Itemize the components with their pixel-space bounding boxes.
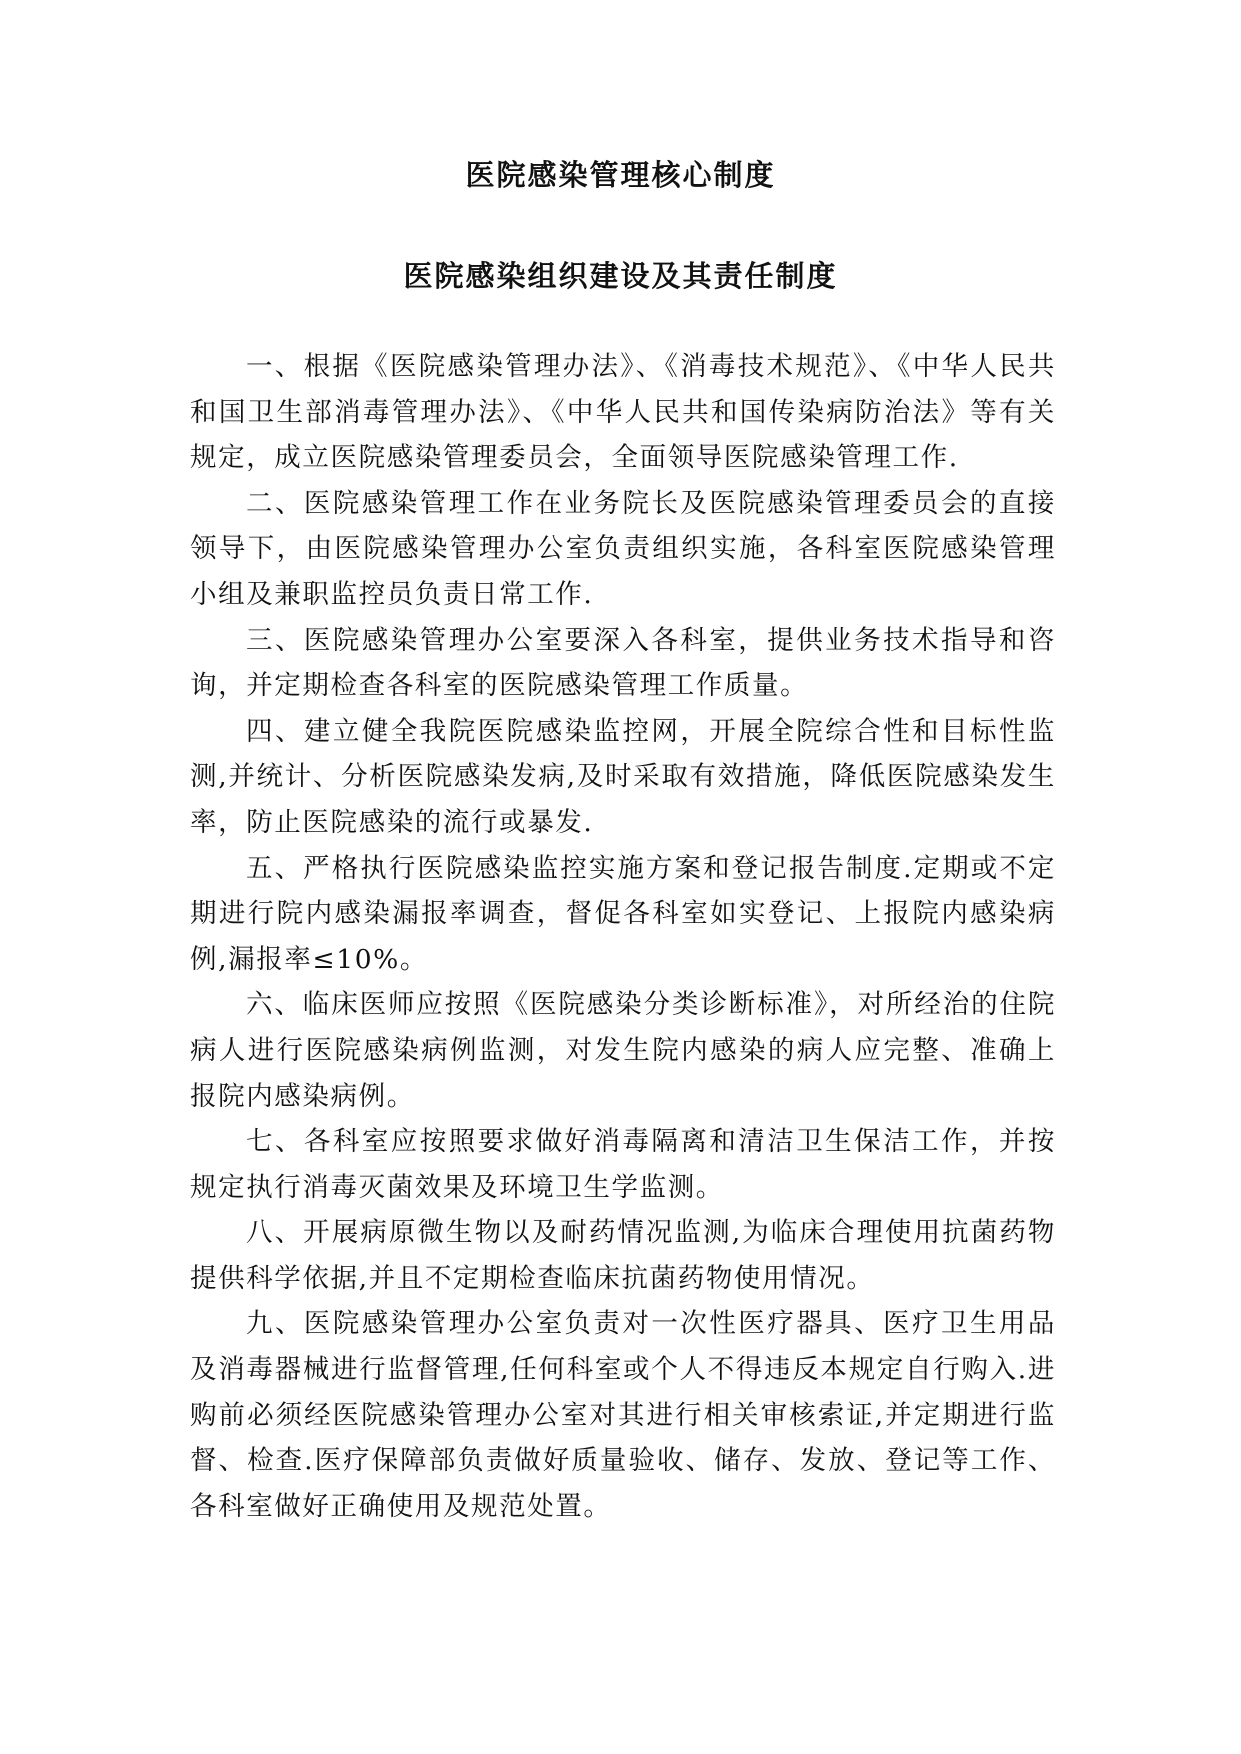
paragraph-7: 七、各科室应按照要求做好消毒隔离和清洁卫生保洁工作，并按规定执行消毒灭菌效果及环境卫生学监测。 — [190, 1126, 1056, 1203]
document-title: 医院感染管理核心制度 — [465, 158, 776, 192]
paragraph-9: 九、医院感染管理办公室负责对一次性医疗器具、医疗卫生用品及消毒器械进行监督管理,任何科室或个人不得违反本规定自行购入.进购前必须经医院感染管理办公室对其进行相关审核索证,并定期进行监督、检查.医疗保障部负责做好质量验收、储存、发放、登记等工作、各科室做好正确使用及规范处置。 — [190, 1308, 1056, 1522]
paragraph-8: 八、开展病原微生物以及耐药情况监测,为临床合理使用抗菌药物提供科学依据,并且不定期检查临床抗菌药物使用情况。 — [190, 1217, 1056, 1294]
document-subtitle: 医院感染组织建设及其责任制度 — [403, 259, 838, 293]
paragraph-3: 三、医院感染管理办公室要深入各科室，提供业务技术指导和咨询，并定期检查各科室的医院感染管理工作质量。 — [190, 624, 1056, 702]
document-body — [190, 344, 1056, 1529]
paragraph-4: 四、建立健全我院医院感染监控网，开展全院综合性和目标性监测,并统计、分析医院感染发病,及时采取有效措施，降低医院感染发生率，防止医院感染的流行或暴发. — [190, 715, 1056, 838]
paragraph-6: 六、临床医师应按照《医院感染分类诊断标准》，对所经治的住院病人进行医院感染病例监测，对发生院内感染的病人应完整、准确上报院内感染病例。 — [190, 989, 1056, 1112]
paragraph-5: 五、严格执行医院感染监控实施方案和登记报告制度.定期或不定期进行院内感染漏报率调查，督促各科室如实登记、上报院内感染病例,漏报率≤10%。 — [190, 852, 1056, 975]
paragraph-2: 二、医院感染管理工作在业务院长及医院感染管理委员会的直接领导下，由医院感染管理办公室负责组织实施，各科室医院感染管理小组及兼职监控员负责日常工作. — [190, 487, 1056, 610]
paragraph-1: 一、根据《医院感染管理办法》、《消毒技术规范》、《中华人民共和国卫生部消毒管理办法》、《中华人民共和国传染病防治法》等有关规定，成立医院感染管理委员会，全面领导医院感染管理工作. — [190, 351, 1056, 474]
